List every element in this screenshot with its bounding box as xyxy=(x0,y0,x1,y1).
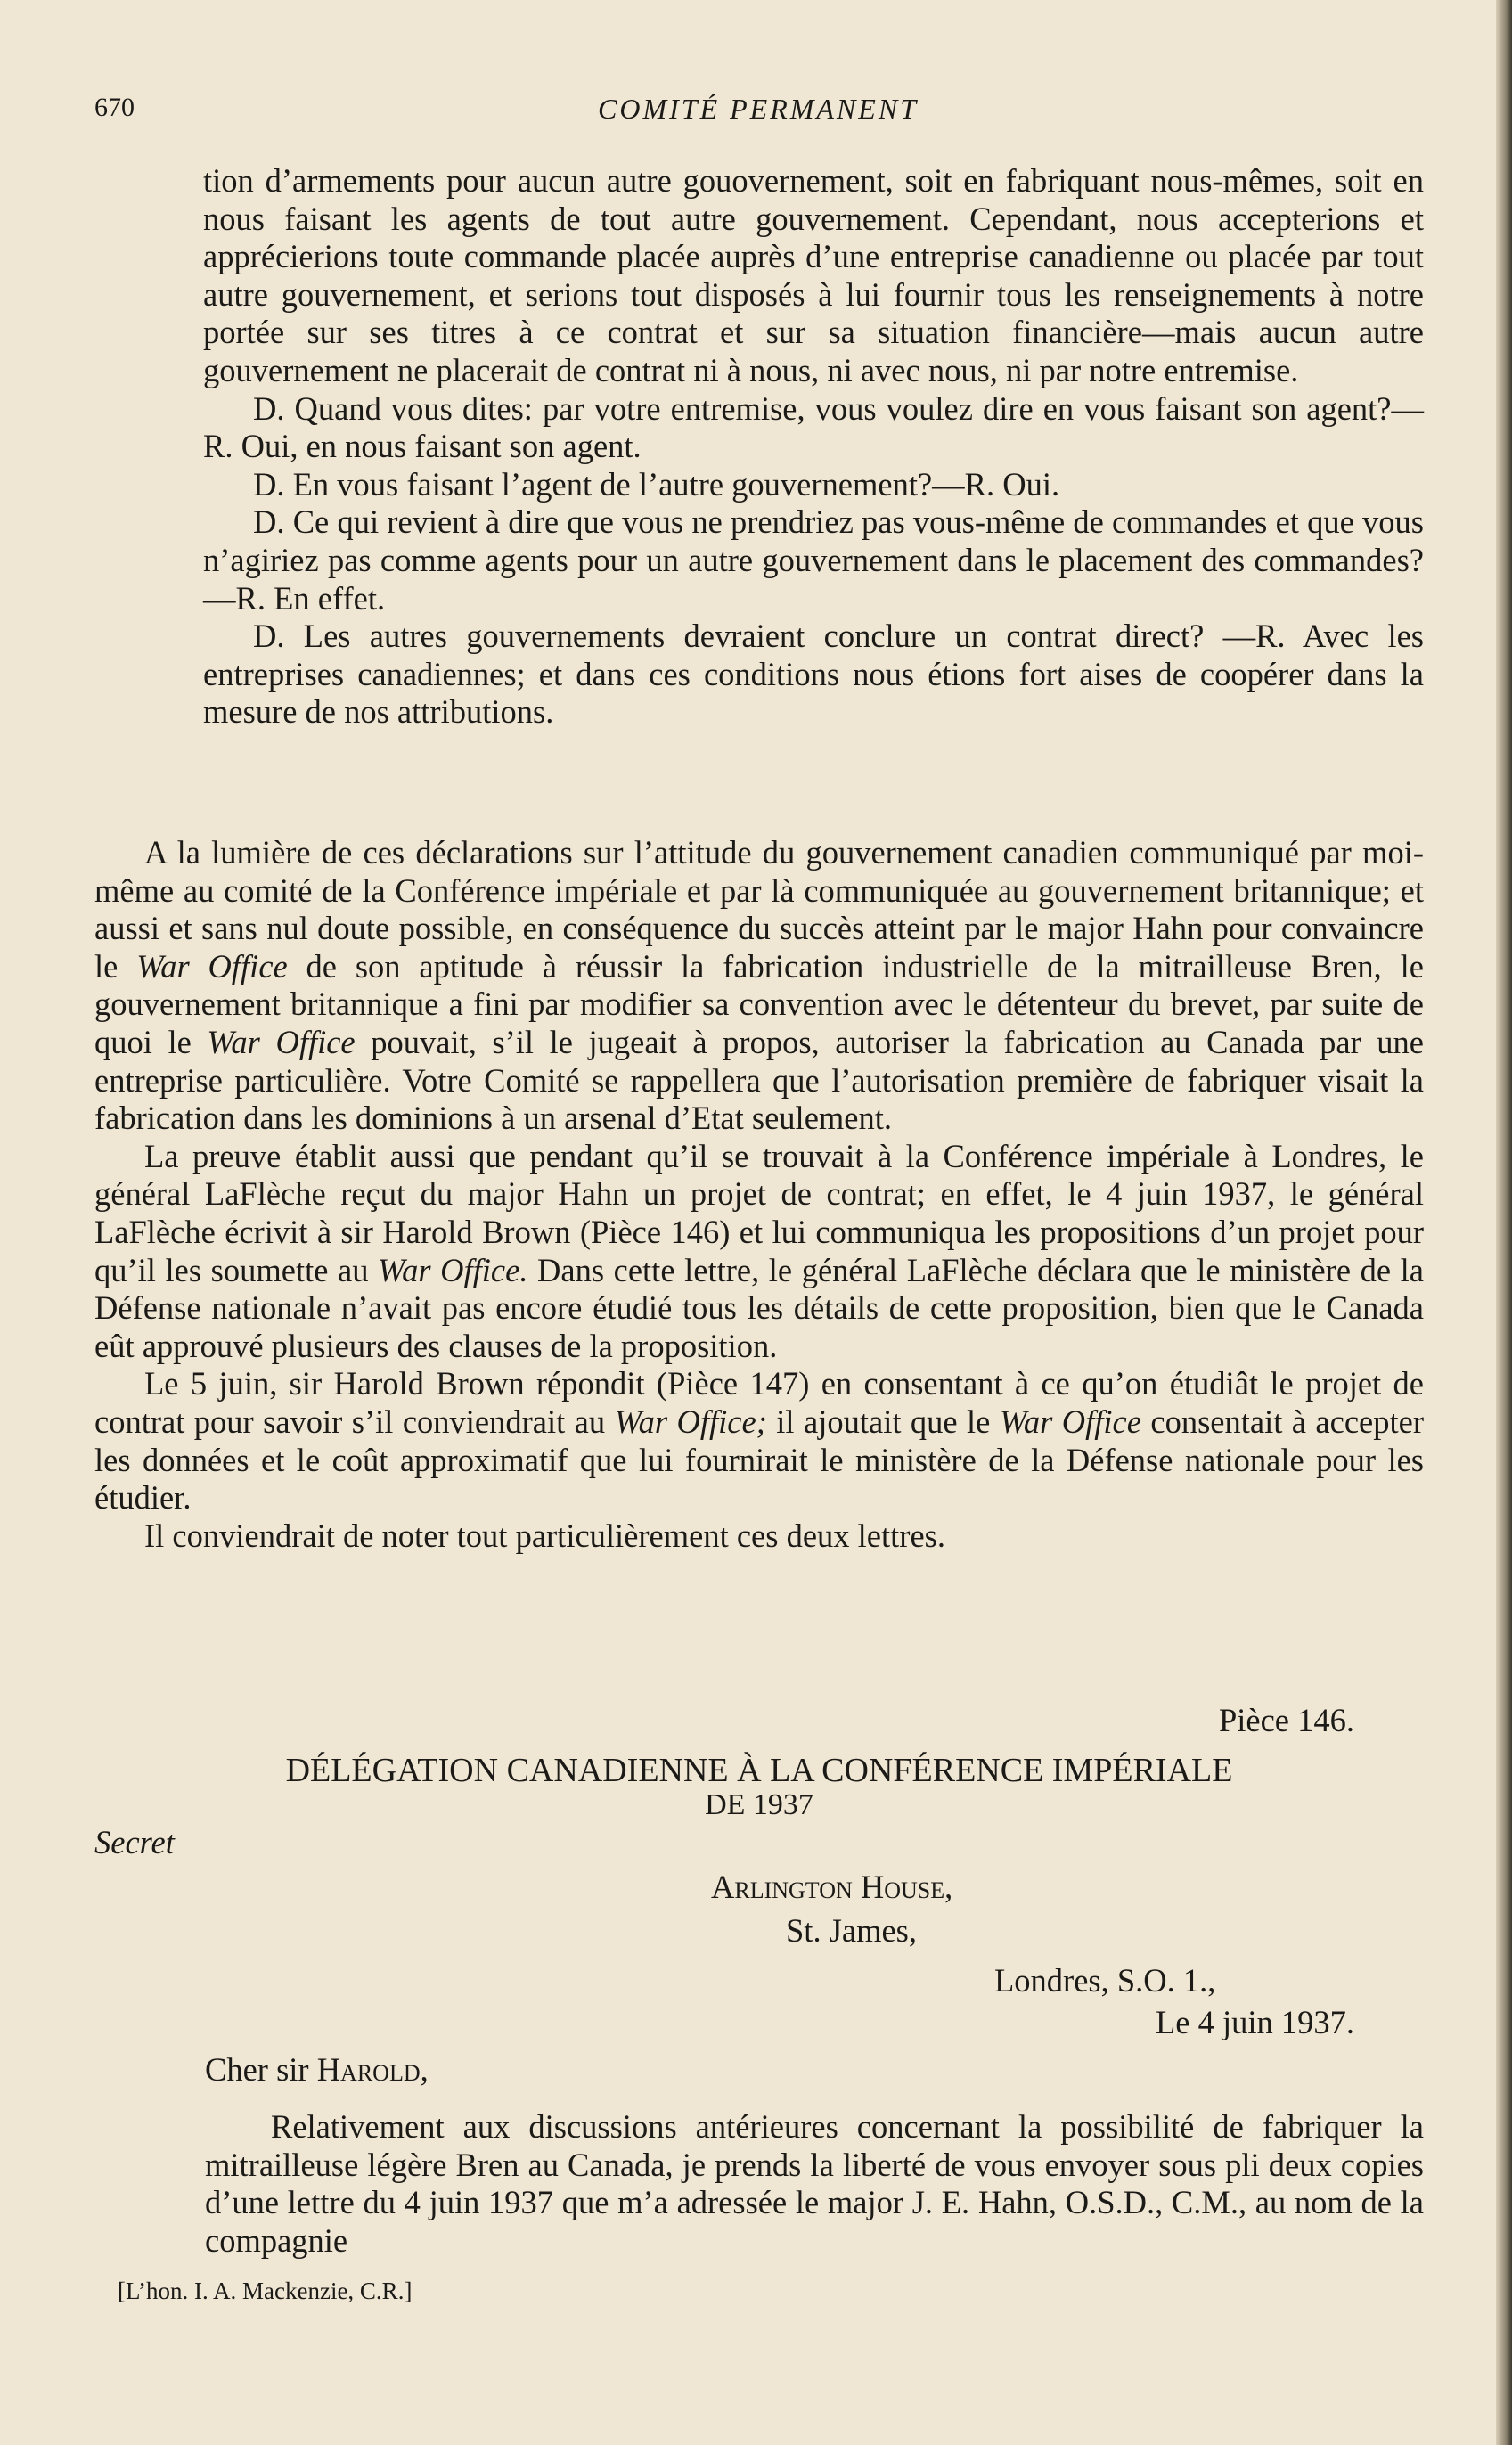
book-spine-shadow xyxy=(1496,0,1512,2445)
text-run: de son aptitude à réussir la fabrication industrielle de la mitrailleuse Bren, le gouvernement britannique a fini par modifier sa convention avec le détenteur du brevet, par suite de quoi le xyxy=(94,947,1424,1060)
address-line: St. James, xyxy=(786,1911,918,1949)
text-run: La preuve établit aussi que pendant qu’il se trouvait à la Conférence impériale à Londres, le général LaFlèche reçut du major Hahn un projet de contrat; en effet, le 4 juin 1937, le général LaFlèche écrivit à sir Harold Brown (Pièce 146) et lui communiqua les propositions d’un projet pour qu’il les soumette au xyxy=(94,1137,1424,1288)
italic-term: War Office; xyxy=(614,1402,767,1440)
salutation-name: Harold, xyxy=(316,2050,429,2088)
letter-salutation xyxy=(94,2051,1424,2089)
letter-date: Le 4 juin 1937. xyxy=(1155,2003,1354,2040)
address-text: Arlington House, xyxy=(711,1869,953,1906)
exhibit-146 xyxy=(94,1702,1424,2261)
page-footer-speaker: [L’hon. I. A. Mackenzie, C.R.] xyxy=(118,2277,413,2304)
running-head: COMITÉ PERMANENT xyxy=(598,93,919,125)
testimony-question: D. Les autres gouvernements devraient conclure un contrat direct? —R. Avec les entreprises canadiennes; et dans ces conditions nous étions fort aises de coopérer dans la mesure de nos attributions. xyxy=(203,617,1424,731)
report-paragraph xyxy=(94,1365,1424,1517)
italic-term: War Office. xyxy=(378,1251,528,1288)
letter-body: Relativement aux discussions antérieures concernant la possibilité de fabriquer la mitrailleuse légère Bren au Canada, je prends la liberté de vous envoyer sous pli deux copies d’une lettre du 4 juin 1937 que m’a adressée le major J. E. Hahn, O.S.D., C.M., au nom de la compagnie xyxy=(205,2108,1424,2259)
salutation-text: Cher sir xyxy=(205,2050,317,2088)
testimony-answer-continued: tion d’armements pour aucun autre gouovernement, soit en fabriquant nous-mêmes, soit en nous faisant les agents de tout autre gouvernement. Cependant, nous accepterions et apprécierions toute commande placée auprès d’une entreprise canadienne ou placée par tout autre gouvernement, et serions tout disposés à lui fournir tous les renseignements à notre portée sur ses titres à ce contrat et sur sa situation financière—mais aucun autre gouvernement ne placerait de contrat ni à nous, ni avec nous, ni par notre entremise. xyxy=(203,162,1424,388)
page-number: 670 xyxy=(94,93,135,122)
italic-term: War Office xyxy=(999,1402,1141,1440)
text-run: A la lumière de ces déclarations sur l’attitude du gouvernement canadien communiqué par moi-même au comité de la Conférence impériale et par là communiquée au gouvernement britannique; et aussi et sans nul doute possible, en conséquence du succès atteint par le major Hahn pour convaincre le xyxy=(94,834,1424,985)
address-line: Londres, S.O. 1., xyxy=(994,1962,1216,1999)
exhibit-heading-line1: DÉLÉGATION CANADIENNE À LA CONFÉRENCE IMPÉRIALE xyxy=(285,1751,1233,1789)
testimony-block xyxy=(203,162,1424,732)
exhibit-heading-line2: DE 1937 xyxy=(705,1787,813,1821)
page-header xyxy=(94,93,1422,137)
text-run: pouvait, s’il le jugeait à propos, autoriser la fabrication au Canada par une entreprise particulière. Votre Comité se rappellera que l’autorisation première de fabriquer visait la fabrication dans les dominions à un arsenal d’Etat seulement. xyxy=(94,1023,1424,1137)
text-run: Le 5 juin, sir Harold Brown répondit (Pièce 147) en consentant à ce qu’on étudiât le projet de contrat pour savoir s’il conviendrait au xyxy=(94,1365,1424,1440)
text-run: Dans cette lettre, le général LaFlèche déclara que le ministère de la Défense nationale n’avait pas encore étudié tous les détails de cette proposition, bien que le Canada eût approuvé plusieurs des clauses de la proposition. xyxy=(94,1251,1424,1364)
report-body xyxy=(94,834,1424,1555)
address-line xyxy=(94,1869,1424,1907)
testimony-question: D. En vous faisant l’agent de l’autre gouvernement?—R. Oui. xyxy=(253,465,1060,503)
report-paragraph: Il conviendrait de noter tout particulièrement ces deux lettres. xyxy=(144,1517,945,1554)
italic-term: War Office xyxy=(136,947,288,985)
exhibit-number: Pièce 146. xyxy=(1218,1702,1354,1738)
text-run: il ajoutait que le xyxy=(766,1402,1000,1440)
secret-label: Secret xyxy=(94,1823,175,1860)
testimony-question: D. Ce qui revient à dire que vous ne prendriez pas vous-même de commandes et que vous n’agiriez pas comme agents pour un autre gouvernement dans le placement des commandes?—R. En effet. xyxy=(203,503,1424,617)
report-paragraph xyxy=(94,834,1424,1138)
testimony-question: D. Quand vous dites: par votre entremise, vous voulez dire en vous faisant son agent?—R. Oui, en nous faisant son agent. xyxy=(203,389,1424,465)
text-run: consentait à accepter les données et le coût approximatif que lui fournirait le ministère de la Défense nationale pour les étudier. xyxy=(94,1402,1424,1517)
report-paragraph xyxy=(94,1138,1424,1366)
italic-term: War Office xyxy=(207,1023,356,1060)
